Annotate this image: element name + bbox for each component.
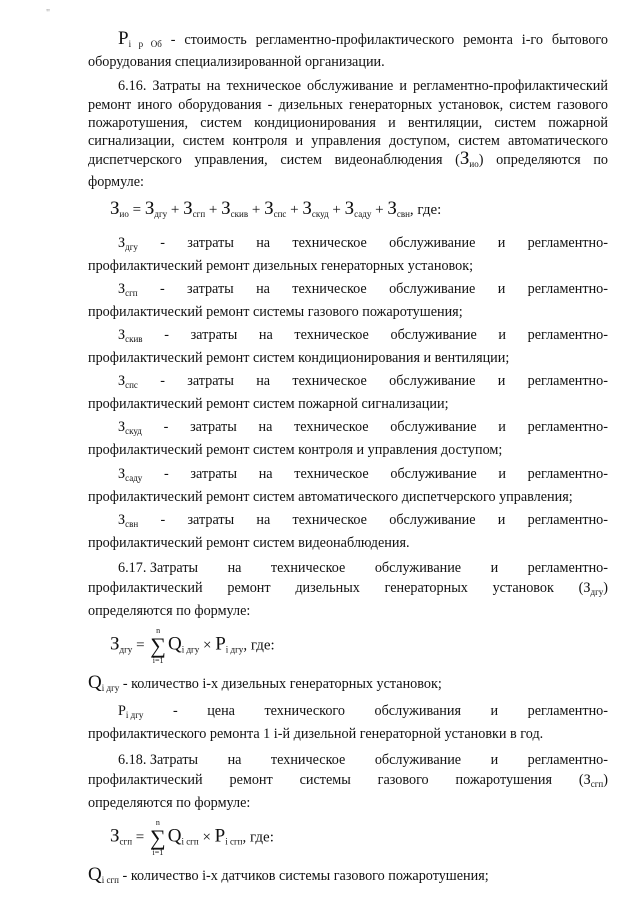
definition-text: профилактический ремонт систем кондиционирования и вентиляции; bbox=[88, 350, 510, 367]
sum-lower-limit: i=1 bbox=[152, 847, 164, 857]
paragraph-6-17-line1 bbox=[88, 558, 608, 578]
symbol: З bbox=[118, 419, 126, 436]
word-text: обслуживание bbox=[374, 560, 462, 577]
definition-word: - bbox=[164, 327, 169, 344]
definition-row bbox=[88, 464, 608, 506]
definition-head bbox=[88, 701, 608, 725]
definition-text: - количество i-х дизельных генераторных установок; bbox=[119, 676, 442, 693]
symbol-subscript: i сгп bbox=[225, 836, 243, 847]
definition-word: - bbox=[163, 419, 169, 436]
definition-word: регламентно- bbox=[527, 419, 608, 436]
paragraph-6-18-line3: определяются по формуле: bbox=[88, 794, 251, 811]
symbol: P bbox=[118, 703, 126, 720]
definition-word: - bbox=[172, 703, 178, 720]
plus-sign: + bbox=[328, 201, 345, 218]
symbol-subscript: спс bbox=[273, 208, 287, 219]
symbol-subscript: сгп bbox=[590, 778, 604, 789]
definition-word: на bbox=[256, 511, 271, 528]
symbol: Q bbox=[167, 825, 182, 847]
paragraph-6-17-line3: определяются по формуле: bbox=[88, 603, 251, 620]
plus-sign: + bbox=[371, 201, 388, 218]
paragraph-text: - стоимость регламентно-профилактического ремонта i-го бытового оборудования специализированной организации. bbox=[88, 32, 608, 71]
definition-word: технического bbox=[264, 703, 345, 720]
definition-word: техническое bbox=[294, 419, 369, 436]
equals-sign: = bbox=[128, 201, 145, 218]
definition-word: на bbox=[256, 280, 270, 297]
definition-word: регламентно- bbox=[527, 703, 608, 720]
symbol: З bbox=[110, 633, 120, 655]
definition-word: и bbox=[490, 703, 499, 720]
definition-head bbox=[88, 233, 608, 257]
symbol-subscript: i сгп bbox=[181, 836, 199, 847]
definition-row bbox=[88, 371, 608, 413]
paren: ) bbox=[603, 771, 608, 788]
symbol-subscript: скив bbox=[230, 208, 249, 219]
definitions-list bbox=[88, 233, 608, 552]
word bbox=[375, 750, 461, 770]
definition-text: профилактический ремонт систем автоматического диспетчерского управления; bbox=[88, 488, 573, 505]
symbol: З bbox=[118, 511, 126, 528]
definition-word: затраты bbox=[187, 373, 234, 390]
definition-word: обслуживание bbox=[389, 234, 476, 251]
sum-upper-limit: n bbox=[155, 817, 160, 827]
symbol: З bbox=[118, 465, 126, 482]
definition-word: техническое bbox=[292, 234, 367, 251]
definition-text: - количество i-х датчиков системы газового пожаротушения; bbox=[119, 867, 489, 884]
document-body bbox=[88, 30, 608, 889]
word bbox=[491, 750, 499, 770]
definition-word: регламентно- bbox=[527, 373, 608, 390]
symbol-subscript: ио bbox=[469, 159, 479, 170]
word bbox=[118, 558, 198, 578]
definition-word: затраты bbox=[190, 419, 237, 436]
definition-word: - bbox=[163, 465, 169, 482]
symbol-subscript: скуд bbox=[311, 208, 329, 219]
definition-word: обслуживание bbox=[389, 511, 476, 528]
definition-word: на bbox=[258, 465, 273, 482]
symbol: З bbox=[183, 197, 193, 219]
definition-row bbox=[88, 279, 608, 321]
definition-word: техническое bbox=[292, 511, 367, 528]
formula-tail: , где: bbox=[409, 201, 442, 218]
word-text: и bbox=[490, 751, 499, 768]
symbol-subscript: i дгу bbox=[225, 644, 244, 655]
word-text: на bbox=[227, 560, 242, 577]
word bbox=[456, 770, 552, 790]
definition-head bbox=[88, 510, 608, 534]
definition-text: профилактический ремонт систем видеонаблюдения. bbox=[88, 534, 410, 551]
symbol: З bbox=[221, 197, 231, 219]
word bbox=[378, 770, 429, 790]
symbol: Q bbox=[88, 672, 102, 694]
word-text: техническое bbox=[270, 560, 346, 577]
definition-word: затраты bbox=[190, 465, 238, 482]
symbol-subscript: спс bbox=[125, 380, 138, 391]
paragraph-text: ) определяются по формуле: bbox=[88, 152, 609, 191]
word bbox=[271, 558, 345, 578]
word-text: установок bbox=[492, 580, 554, 597]
formula-zdgu bbox=[110, 626, 608, 666]
symbol: З bbox=[583, 580, 591, 597]
sum-upper-limit: n bbox=[156, 626, 161, 636]
definition-word: обслуживание bbox=[390, 419, 477, 436]
definition-text: профилактический ремонт систем контроля и управления доступом; bbox=[88, 442, 503, 459]
paren: ) bbox=[603, 580, 608, 597]
definition-head bbox=[88, 371, 608, 395]
definition-word: затраты bbox=[187, 280, 234, 297]
symbol-subscript: i р Об bbox=[128, 39, 162, 49]
definition-word: затраты bbox=[187, 511, 235, 528]
symbol-subscript: дгу bbox=[125, 241, 138, 252]
symbol-subscript: скив bbox=[125, 334, 143, 345]
definition-word: - bbox=[160, 373, 165, 390]
word-text: регламентно- bbox=[527, 751, 608, 768]
definition-row bbox=[88, 325, 608, 367]
definition-word: и bbox=[497, 280, 506, 297]
symbol: З bbox=[264, 197, 274, 219]
word-text: дизельных bbox=[295, 580, 360, 597]
symbol-subscript: ио bbox=[119, 208, 129, 219]
times-sign: × bbox=[199, 637, 216, 654]
definition-word: и bbox=[497, 234, 506, 251]
formula-tail: , где: bbox=[243, 637, 275, 654]
definition-word: на bbox=[256, 234, 271, 251]
symbol-subscript: дгу bbox=[119, 644, 133, 655]
symbol: З bbox=[118, 373, 126, 390]
definition-text: профилактический ремонт дизельных генераторных установок; bbox=[88, 257, 474, 274]
definition-q-dgu bbox=[88, 674, 608, 697]
plus-sign: + bbox=[248, 201, 265, 218]
symbol: P bbox=[215, 633, 226, 655]
definition-word: цена bbox=[207, 703, 235, 720]
symbol-subscript: свн bbox=[396, 208, 410, 219]
definition-word: обслуживание bbox=[389, 280, 476, 297]
symbol-subscript: i дгу bbox=[181, 644, 200, 655]
symbol-subscript: свн bbox=[125, 518, 139, 529]
definition-word: регламентно- bbox=[527, 280, 608, 297]
word-text: 6.18. Затраты bbox=[118, 751, 199, 768]
definition-word: затраты bbox=[187, 234, 234, 251]
definition-word: обслуживание bbox=[389, 373, 476, 390]
word bbox=[295, 578, 359, 598]
definition-word: - bbox=[160, 234, 165, 251]
word bbox=[493, 578, 554, 598]
symbol-subscript: i сгп bbox=[101, 874, 119, 885]
word bbox=[491, 558, 499, 578]
summation-sign bbox=[150, 626, 166, 666]
symbol-subscript: дгу bbox=[154, 208, 168, 219]
definition-word: и bbox=[498, 419, 506, 436]
definition-row bbox=[88, 233, 608, 275]
definition-text: профилактического ремонта 1 i-й дизельной генераторной установки в год. bbox=[88, 726, 544, 743]
definition-symbol bbox=[118, 279, 138, 303]
paragraph-6-16 bbox=[88, 77, 608, 191]
word bbox=[528, 750, 608, 770]
word-text: генераторных bbox=[384, 580, 468, 597]
word bbox=[385, 578, 468, 598]
symbol: З bbox=[110, 197, 120, 219]
definition-word: регламентно- bbox=[527, 327, 608, 344]
paragraph-6-18-line2 bbox=[88, 770, 608, 794]
symbol-subscript: сгп bbox=[192, 208, 206, 219]
plus-sign: + bbox=[167, 201, 184, 218]
formula-zio bbox=[110, 198, 608, 225]
word bbox=[579, 578, 608, 602]
symbol: P bbox=[214, 825, 226, 847]
word-text: обслуживание bbox=[374, 751, 462, 768]
formula-tail: , где: bbox=[242, 829, 274, 846]
word-text: газового bbox=[377, 771, 429, 788]
definition-word: техническое bbox=[292, 280, 367, 297]
symbol-subscript: скуд bbox=[125, 426, 142, 437]
definition-word: на bbox=[258, 327, 273, 344]
equals-sign: = bbox=[132, 829, 149, 846]
definition-text: профилактический ремонт системы газового пожаротушения; bbox=[88, 303, 463, 320]
definition-word: регламентно- bbox=[527, 511, 608, 528]
equals-sign: = bbox=[132, 637, 149, 654]
definition-head bbox=[88, 417, 608, 441]
definition-word: и bbox=[497, 511, 506, 528]
symbol: З bbox=[459, 148, 470, 170]
word-text: профилактический bbox=[88, 580, 203, 597]
symbol: P bbox=[118, 28, 129, 49]
symbol: З bbox=[387, 197, 397, 219]
symbol: З bbox=[110, 825, 120, 847]
plus-sign: + bbox=[286, 201, 303, 218]
word bbox=[118, 750, 198, 770]
sum-lower-limit: i=1 bbox=[152, 656, 164, 666]
definition-word: на bbox=[256, 373, 271, 390]
definition-head bbox=[88, 325, 608, 349]
symbol: З bbox=[118, 280, 126, 297]
word-text: ремонт bbox=[227, 580, 271, 597]
word-text: 6.17. Затраты bbox=[118, 560, 199, 577]
symbol-subscript: i дгу bbox=[125, 710, 144, 721]
word-text: на bbox=[227, 751, 242, 768]
definition-word: - bbox=[159, 280, 165, 297]
symbol: З bbox=[583, 771, 591, 788]
definition-word: регламентно- bbox=[527, 465, 608, 482]
word-text: пожаротушения bbox=[455, 771, 552, 788]
paragraph-text: 6.16. Затраты на техническое обслуживание и регламентно-профилактический ремонт иного оборудования - дизельных генераторных установок, систем газового пожаротушения, систем кондиционирования и вентиляции, систем пожарной сигнализации, систем контроля и управления доступом, систем автоматического диспетчерского управления, систем видеонаблюдения ( bbox=[88, 78, 608, 169]
definition-row bbox=[88, 417, 608, 459]
definition-head bbox=[88, 279, 608, 303]
definition-symbol bbox=[118, 233, 138, 257]
definition-word: и bbox=[497, 373, 506, 390]
symbol: З bbox=[302, 197, 312, 219]
word-text: регламентно- bbox=[527, 560, 608, 577]
formula-zsgp bbox=[110, 818, 608, 858]
word bbox=[375, 558, 461, 578]
symbol: З bbox=[118, 234, 126, 251]
symbol-subscript: сгп bbox=[119, 836, 133, 847]
definition-word: - bbox=[160, 511, 166, 528]
times-sign: × bbox=[198, 829, 215, 846]
definition-word: и bbox=[498, 327, 506, 344]
word-text: техническое bbox=[270, 751, 346, 768]
word bbox=[271, 750, 345, 770]
symbol-subscript: саду bbox=[125, 472, 143, 483]
word bbox=[300, 770, 351, 790]
sigma-icon: ∑ bbox=[150, 633, 166, 659]
symbol-subscript: саду bbox=[354, 208, 372, 219]
definition-symbol bbox=[118, 510, 138, 534]
definition-word: обслуживание bbox=[390, 465, 477, 482]
sigma-icon: ∑ bbox=[150, 824, 166, 850]
word bbox=[579, 770, 608, 794]
word bbox=[227, 578, 270, 598]
symbol-subscript: дгу bbox=[590, 587, 604, 598]
word-text: ( bbox=[578, 580, 584, 597]
symbol: З bbox=[144, 197, 155, 219]
definition-word: обслуживания bbox=[374, 703, 462, 720]
definition-symbol bbox=[118, 417, 142, 441]
definition-word: регламентно- bbox=[527, 234, 608, 251]
definition-word: и bbox=[498, 465, 506, 482]
definition-symbol bbox=[118, 464, 142, 488]
plus-sign: + bbox=[205, 201, 222, 218]
word bbox=[228, 750, 242, 770]
summation-sign bbox=[150, 818, 166, 858]
symbol-subscript: сгп bbox=[125, 287, 138, 298]
definition-word: техническое bbox=[294, 465, 369, 482]
scan-corner-mark: " bbox=[46, 8, 51, 19]
word-text: ремонт bbox=[229, 771, 273, 788]
word-text: ( bbox=[578, 771, 584, 788]
word-text: системы bbox=[299, 771, 351, 788]
paragraph-6-17-line2 bbox=[88, 578, 608, 602]
word-text: и bbox=[490, 560, 499, 577]
paragraph-p-bytovoe bbox=[88, 30, 608, 71]
symbol: З bbox=[118, 327, 126, 344]
definition-word: техническое bbox=[294, 327, 369, 344]
definition-word: техническое bbox=[292, 373, 367, 390]
word bbox=[88, 578, 203, 598]
definition-word: обслуживание bbox=[390, 327, 477, 344]
word bbox=[228, 558, 242, 578]
word bbox=[229, 770, 272, 790]
definition-word: затраты bbox=[190, 327, 238, 344]
definition-p-dgu bbox=[88, 701, 608, 743]
definition-row bbox=[88, 510, 608, 552]
definition-q-sgp bbox=[88, 863, 608, 889]
paragraph-6-18-line1 bbox=[88, 750, 608, 770]
definition-word: на bbox=[258, 419, 273, 436]
symbol: Q bbox=[88, 863, 102, 885]
definition-head bbox=[88, 464, 608, 488]
definition-symbol bbox=[118, 371, 138, 395]
word bbox=[88, 770, 203, 790]
symbol: Q bbox=[167, 633, 182, 655]
word-text: профилактический bbox=[88, 771, 203, 788]
symbol: З bbox=[344, 197, 355, 219]
definition-text: профилактический ремонт систем пожарной сигнализации; bbox=[88, 396, 449, 413]
definition-symbol bbox=[118, 701, 143, 725]
definition-symbol bbox=[118, 325, 143, 349]
word bbox=[528, 558, 608, 578]
symbol-subscript: i дгу bbox=[101, 683, 120, 694]
